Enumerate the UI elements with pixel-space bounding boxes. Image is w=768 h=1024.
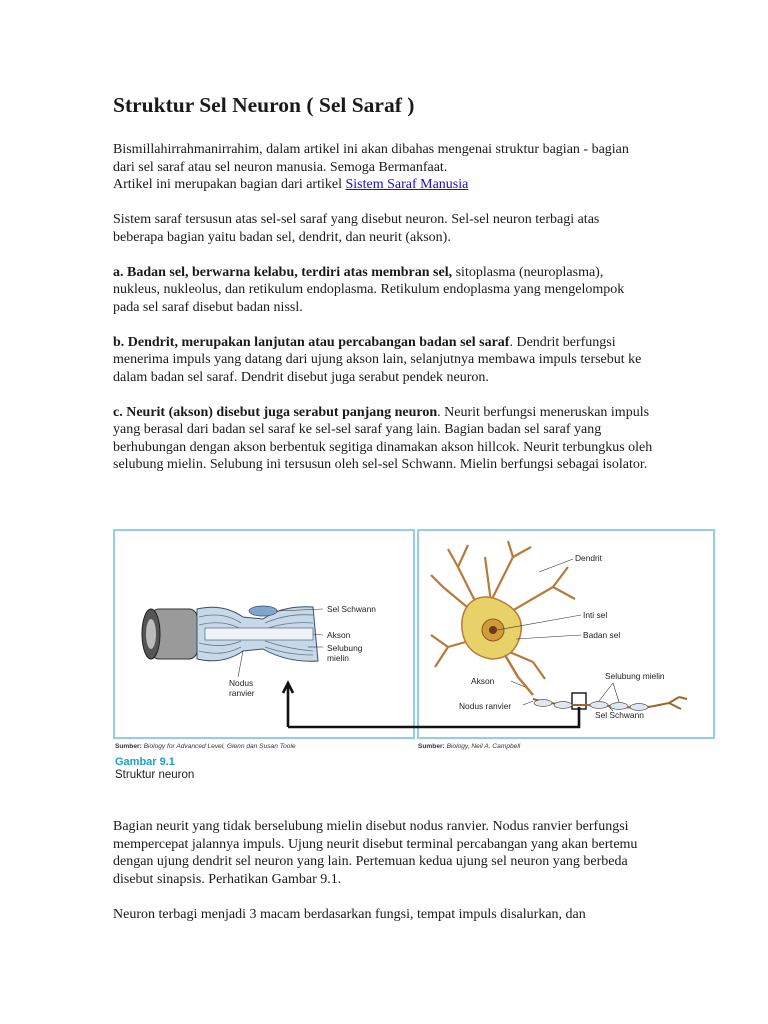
section-a bbox=[113, 264, 653, 317]
neuron-figure bbox=[113, 527, 717, 795]
section-c bbox=[113, 404, 653, 474]
label-sel-schwann-left: Sel Schwann bbox=[327, 604, 376, 614]
section-a-text: sitoplasma (neuroplasma), nukleus, nukleolus, dan retikulum endoplasma. Retikulum endoplasma yang mengelompok pada sel saraf disebut badan nissl. bbox=[113, 264, 625, 315]
section-a-heading: a. Badan sel, berwarna kelabu, terdiri atas membran sel, bbox=[113, 264, 453, 280]
source-right bbox=[418, 743, 521, 750]
figure-caption: Struktur neuron bbox=[115, 769, 195, 781]
section-b bbox=[113, 334, 653, 387]
label-selubung-left-2: mielin bbox=[327, 653, 349, 663]
paragraph-neuron-intro: Sistem saraf tersusun atas sel-sel saraf yang disebut neuron. Sel-sel neuron terbagi atas beberapa bagian yaitu badan sel, dendrit, dan neurit (akson). bbox=[113, 212, 600, 245]
source-left bbox=[115, 743, 296, 750]
source-right-label: Sumber: bbox=[418, 743, 445, 750]
zoom-box bbox=[572, 693, 586, 709]
label-selubung-left-1: Selubung bbox=[327, 643, 363, 653]
label-nodus-left-2: ranvier bbox=[229, 688, 255, 698]
source-left-label: Sumber: bbox=[115, 743, 142, 750]
label-inti-sel: Inti sel bbox=[583, 610, 608, 620]
label-akson-left: Akson bbox=[327, 630, 351, 640]
intro-text: Bismillahirrahmanirrahim, dalam artikel ini akan dibahas mengenai struktur bagian - bagian dari sel saraf atau sel neuron manusia. Semoga Bermanfaat. bbox=[113, 142, 629, 175]
section-c-text: . Neurit berfungsi meneruskan impuls yang berasal dari badan sel saraf ke sel-sel saraf yang lain. Bagian badan sel saraf yang berhubungan dengan akson berbentuk segitiga dinamakan akson hillcok. Neurit terbungkus oleh selubung mielin. Selubung ini tersusun oleh sel-sel Schwann. Mielin berfungsi sebagai isolator. bbox=[113, 404, 653, 472]
section-b-text: . Dendrit berfungsi menerima impuls yang datang dari ujung akson lain, selanjutnya membawa impuls tersebut ke dalam badan sel saraf. Dendrit disebut juga serabut pendek neuron. bbox=[113, 334, 642, 385]
article-body-continued bbox=[113, 818, 653, 923]
source-right-text: Biology, Neil A. Campbell bbox=[446, 743, 521, 750]
label-dendrit: Dendrit bbox=[575, 553, 602, 563]
label-badan-sel: Badan sel bbox=[583, 630, 621, 640]
section-b-heading: b. Dendrit, merupakan lanjutan atau percabangan badan sel saraf bbox=[113, 334, 510, 350]
zoom-arrow bbox=[283, 683, 579, 727]
label-sel-schwann-right: Sel Schwann bbox=[595, 710, 644, 720]
neuron-illustration bbox=[113, 527, 717, 795]
label-nodus-left-1: Nodus bbox=[229, 678, 254, 688]
neuron-drawing bbox=[431, 541, 687, 711]
section-c-heading: c. Neurit (akson) disebut juga serabut panjang neuron bbox=[113, 404, 438, 420]
label-nodus-ranvier-right: Nodus ranvier bbox=[459, 701, 512, 711]
label-selubung-mielin-right: Selubung mielin bbox=[605, 671, 665, 681]
paragraph-neuron-types: Neuron terbagi menjadi 3 macam berdasarkan fungsi, tempat impuls disalurkan, dan bbox=[113, 906, 586, 922]
sistem-saraf-link[interactable]: Sistem Saraf Manusia bbox=[345, 177, 469, 192]
article-body bbox=[113, 92, 653, 474]
source-left-text: Biology for Advanced Level, Glenn dan Susan Toole bbox=[143, 743, 296, 750]
figure-number: Gambar 9.1 bbox=[115, 756, 175, 768]
myelin-sheath-drawing bbox=[142, 606, 323, 677]
paragraph-nodus-ranvier: Bagian neurit yang tidak berselubung mielin disebut nodus ranvier. Nodus ranvier berfungsi mempercepat jalannya impuls. Ujung neurit disebut terminal percabangan yang akan bertemu dengan ujung dendrit sel neuron yang lain. Pertemuan kedua ujung sel neuron yang berbeda disebut sinapsis. Perhatikan Gambar 9.1. bbox=[113, 819, 638, 887]
page-title: Struktur Sel Neuron ( Sel Saraf ) bbox=[113, 93, 415, 117]
label-akson-right: Akson bbox=[471, 676, 495, 686]
intro-paragraph bbox=[113, 141, 653, 194]
intro-link-prefix: Artikel ini merupakan bagian dari artikel bbox=[113, 177, 346, 192]
